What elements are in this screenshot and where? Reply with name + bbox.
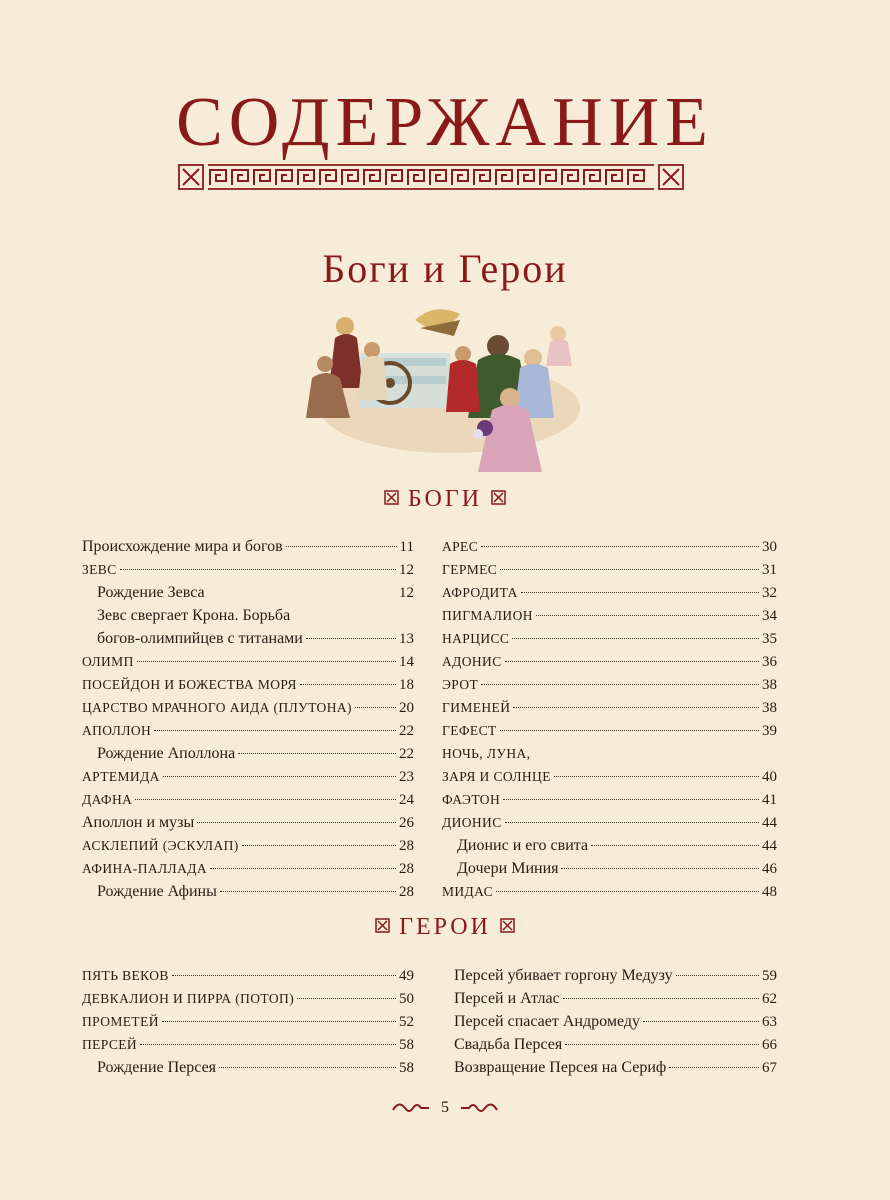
toc-entry-title: ДЕВКАЛИОН И ПИРРА (ПОТОП) [82, 991, 295, 1006]
toc-entry [82, 719, 414, 742]
toc-page-number: 58 [399, 1060, 414, 1076]
dot-leader [591, 845, 759, 846]
toc-entry-title: ЗЕВС [82, 562, 117, 577]
square-ornament-icon [491, 490, 506, 505]
toc-entry [442, 880, 777, 903]
toc-page-number: 63 [762, 1014, 777, 1030]
toc-page-number: 38 [762, 700, 777, 716]
toc-page-number: 62 [762, 991, 777, 1007]
toc-page-number: 22 [399, 723, 414, 739]
square-ornament-icon [384, 490, 399, 505]
toc-page-number: 18 [399, 677, 414, 693]
toc-page-number: 35 [762, 631, 777, 647]
toc-column-heroes-right [454, 964, 777, 1079]
toc-entry [442, 581, 777, 604]
toc-entry [82, 558, 414, 581]
toc-entry-title: Аполлон и музы [82, 814, 195, 831]
toc-page-number: 31 [762, 562, 777, 578]
toc-page-number: 23 [399, 769, 414, 785]
dot-leader [197, 822, 396, 823]
toc-page-number: 40 [762, 769, 777, 785]
dot-leader [521, 592, 759, 593]
toc-entry [442, 696, 777, 719]
toc-page-number: 28 [399, 838, 414, 854]
toc-entry [442, 535, 777, 558]
toc-entry [82, 1056, 414, 1079]
toc-entry [454, 1010, 777, 1033]
page-title: СОДЕРЖАНИЕ [176, 84, 714, 161]
toc-entry [82, 627, 414, 650]
wave-ornament-icon [391, 1100, 431, 1114]
dot-leader [669, 1067, 759, 1068]
dot-leader [162, 1021, 396, 1022]
toc-entry [82, 1010, 414, 1033]
book-subtitle: Боги и Герои [322, 246, 568, 291]
dot-leader [219, 1067, 396, 1068]
toc-entry-title: АДОНИС [442, 654, 502, 669]
toc-entry-title: Возвращение Персея на Сериф [454, 1059, 667, 1076]
toc-entry [454, 1033, 777, 1056]
toc-page-number: 36 [762, 654, 777, 670]
dot-leader [210, 868, 396, 869]
toc-entry-title: Персей спасает Андромеду [454, 1013, 640, 1030]
dot-leader [536, 615, 759, 616]
dot-leader [242, 845, 396, 846]
toc-entry [442, 857, 777, 880]
toc-entry [442, 719, 777, 742]
toc-entry-title: Рождение Персея [97, 1059, 217, 1076]
toc-entry-title: ГИМЕНЕЙ [442, 700, 511, 715]
toc-entry-title: ДИОНИС [442, 815, 502, 830]
dot-leader [554, 776, 759, 777]
dot-leader [496, 891, 759, 892]
toc-entry [442, 627, 777, 650]
toc-entry-title: ПИГМАЛИОН [442, 608, 533, 623]
toc-page-number: 38 [762, 677, 777, 693]
toc-entry [82, 742, 414, 765]
toc-entry-title: ДАФНА [82, 792, 133, 807]
dot-leader [481, 546, 759, 547]
dot-leader [355, 707, 396, 708]
toc-page-number: 39 [762, 723, 777, 739]
toc-entry-title: Рождение Аполлона [97, 745, 236, 762]
toc-entry-title: ФАЭТОН [442, 792, 501, 807]
toc-page-number: 28 [399, 861, 414, 877]
dot-leader [676, 975, 759, 976]
toc-entry-title: АФРОДИТА [442, 585, 518, 600]
toc-entry [442, 558, 777, 581]
toc-column-gods-right [442, 535, 777, 903]
meander-end-cross [663, 169, 679, 185]
toc-entry-title: ГЕФЕСТ [442, 723, 497, 738]
page-footer [0, 1099, 890, 1117]
toc-entry [442, 834, 777, 857]
dot-leader [120, 569, 396, 570]
toc-entry-title: Персей и Атлас [454, 990, 560, 1007]
square-ornament-icon [500, 918, 515, 933]
toc-entry [442, 788, 777, 811]
toc-page-number: 41 [762, 792, 777, 808]
toc-entry-title: ЗАРЯ И СОЛНЦЕ [442, 769, 551, 784]
dot-leader [297, 998, 396, 999]
dot-leader [481, 684, 759, 685]
toc-column-gods-left [82, 535, 414, 903]
toc-page-number: 67 [762, 1060, 777, 1076]
dot-leader [163, 776, 396, 777]
dot-leader [500, 730, 759, 731]
toc-entry-title: МИДАС [442, 884, 494, 899]
toc-page-number: 66 [762, 1037, 777, 1053]
toc-page-number: 13 [399, 631, 414, 647]
dot-leader [172, 975, 396, 976]
dot-leader [512, 638, 759, 639]
toc-entry [82, 1033, 414, 1056]
dot-leader [220, 891, 396, 892]
toc-entry [82, 811, 414, 834]
toc-page-number: 28 [399, 884, 414, 900]
dot-leader [306, 638, 396, 639]
toc-entry-title: АСКЛЕПИЙ (ЭСКУЛАП) [82, 838, 239, 853]
dot-leader [135, 799, 396, 800]
dot-leader [565, 1044, 759, 1045]
toc-entry-title: богов-олимпийцев с титанами [97, 630, 303, 647]
toc-page-number: 24 [399, 792, 414, 808]
toc-entry [82, 880, 414, 903]
toc-entry-title: Рождение Зевса [97, 584, 205, 601]
toc-entry-title: АРТЕМИДА [82, 769, 160, 784]
toc-page-number: 58 [399, 1037, 414, 1053]
toc-entry-title: ЭРОТ [442, 677, 479, 692]
toc-entry [442, 604, 777, 627]
toc-entry [442, 742, 777, 765]
toc-entry-title: ПЕРСЕЙ [82, 1037, 138, 1052]
toc-page-number: 34 [762, 608, 777, 624]
toc-entry-title: НОЧЬ, ЛУНА, [442, 746, 531, 761]
toc-entry [82, 581, 414, 604]
toc-entry [82, 673, 414, 696]
section-heading-heroes [0, 914, 890, 941]
toc-entry-title: Дионис и его свита [457, 837, 589, 854]
toc-page-number: 44 [762, 815, 777, 831]
toc-entry [442, 650, 777, 673]
toc-entry-title: ПРОМЕТЕЙ [82, 1014, 159, 1029]
dot-leader [561, 868, 759, 869]
toc-entry [82, 987, 414, 1010]
toc-page-number: 49 [399, 968, 414, 984]
dot-leader [140, 1044, 396, 1045]
toc-page-number: 50 [399, 991, 414, 1007]
toc-entry-title: Рождение Афины [97, 883, 217, 900]
toc-page-number: 32 [762, 585, 777, 601]
toc-entry-title: ПОСЕЙДОН И БОЖЕСТВА МОРЯ [82, 677, 297, 692]
toc-page-number: 26 [399, 815, 414, 831]
toc-entry-title: Зевс свергает Крона. Борьба [97, 607, 291, 624]
toc-page-number: 12 [399, 562, 414, 578]
toc-entry [82, 964, 414, 987]
toc-entry [454, 1056, 777, 1079]
toc-page-number: 48 [762, 884, 777, 900]
meander-end-cross [183, 169, 199, 185]
toc-page-number: 11 [399, 539, 414, 555]
toc-entry [82, 604, 414, 627]
wave-ornament-icon [459, 1100, 499, 1114]
toc-entry [82, 535, 414, 558]
gods-illustration [300, 298, 590, 476]
toc-page-number: 14 [399, 654, 414, 670]
dot-leader [503, 799, 759, 800]
toc-page-number: 30 [762, 539, 777, 555]
dot-leader [513, 707, 759, 708]
toc-entry-title: ЦАРСТВО МРАЧНОГО АИДА (ПЛУТОНА) [82, 700, 352, 715]
toc-entry [454, 987, 777, 1010]
toc-entry-title: АПОЛЛОН [82, 723, 152, 738]
dot-leader [500, 569, 759, 570]
dot-leader [300, 684, 396, 685]
toc-page-number: 12 [399, 585, 414, 601]
toc-page-number: 22 [399, 746, 414, 762]
dot-leader [286, 546, 397, 547]
toc-entry [82, 834, 414, 857]
dot-leader [505, 661, 759, 662]
section-heading-label: БОГИ [407, 486, 483, 512]
dot-leader [238, 753, 396, 754]
toc-page-number: 52 [399, 1014, 414, 1030]
toc-entry [82, 788, 414, 811]
toc-page-number: 59 [762, 968, 777, 984]
toc-entry-title: ОЛИМП [82, 654, 134, 669]
toc-column-heroes-left [82, 964, 414, 1079]
dot-leader [505, 822, 759, 823]
section-heading-gods [0, 486, 890, 513]
toc-page-number: 46 [762, 861, 777, 877]
toc-entry-title: ПЯТЬ ВЕКОВ [82, 968, 169, 983]
toc-page-number: 44 [762, 838, 777, 854]
dot-leader [643, 1021, 759, 1022]
dot-leader [137, 661, 396, 662]
toc-entry-title: АФИНА-ПАЛЛАДА [82, 861, 208, 876]
page-number: 5 [441, 1099, 449, 1116]
toc-entry [442, 765, 777, 788]
toc-entry [442, 673, 777, 696]
toc-page-number: 20 [399, 700, 414, 716]
toc-entry [442, 811, 777, 834]
toc-entry [454, 964, 777, 987]
toc-entry [82, 696, 414, 719]
toc-entry [82, 765, 414, 788]
square-ornament-icon [375, 918, 390, 933]
toc-entry-title: ГЕРМЕС [442, 562, 498, 577]
section-heading-label: ГЕРОИ [399, 914, 491, 940]
toc-entry [82, 650, 414, 673]
toc-entry-title: Персей убивает горгону Медузу [454, 967, 673, 984]
toc-entry-title: Дочери Миния [457, 860, 559, 877]
toc-entry-title: АРЕС [442, 539, 479, 554]
toc-entry [82, 857, 414, 880]
dot-leader [563, 998, 759, 999]
toc-entry-title: Свадьба Персея [454, 1036, 563, 1053]
toc-entry-title: Происхождение мира и богов [82, 538, 283, 555]
meander-key-pattern [210, 170, 644, 185]
greek-key-border-icon [178, 163, 686, 191]
dot-leader [154, 730, 396, 731]
toc-entry-title: НАРЦИСС [442, 631, 510, 646]
